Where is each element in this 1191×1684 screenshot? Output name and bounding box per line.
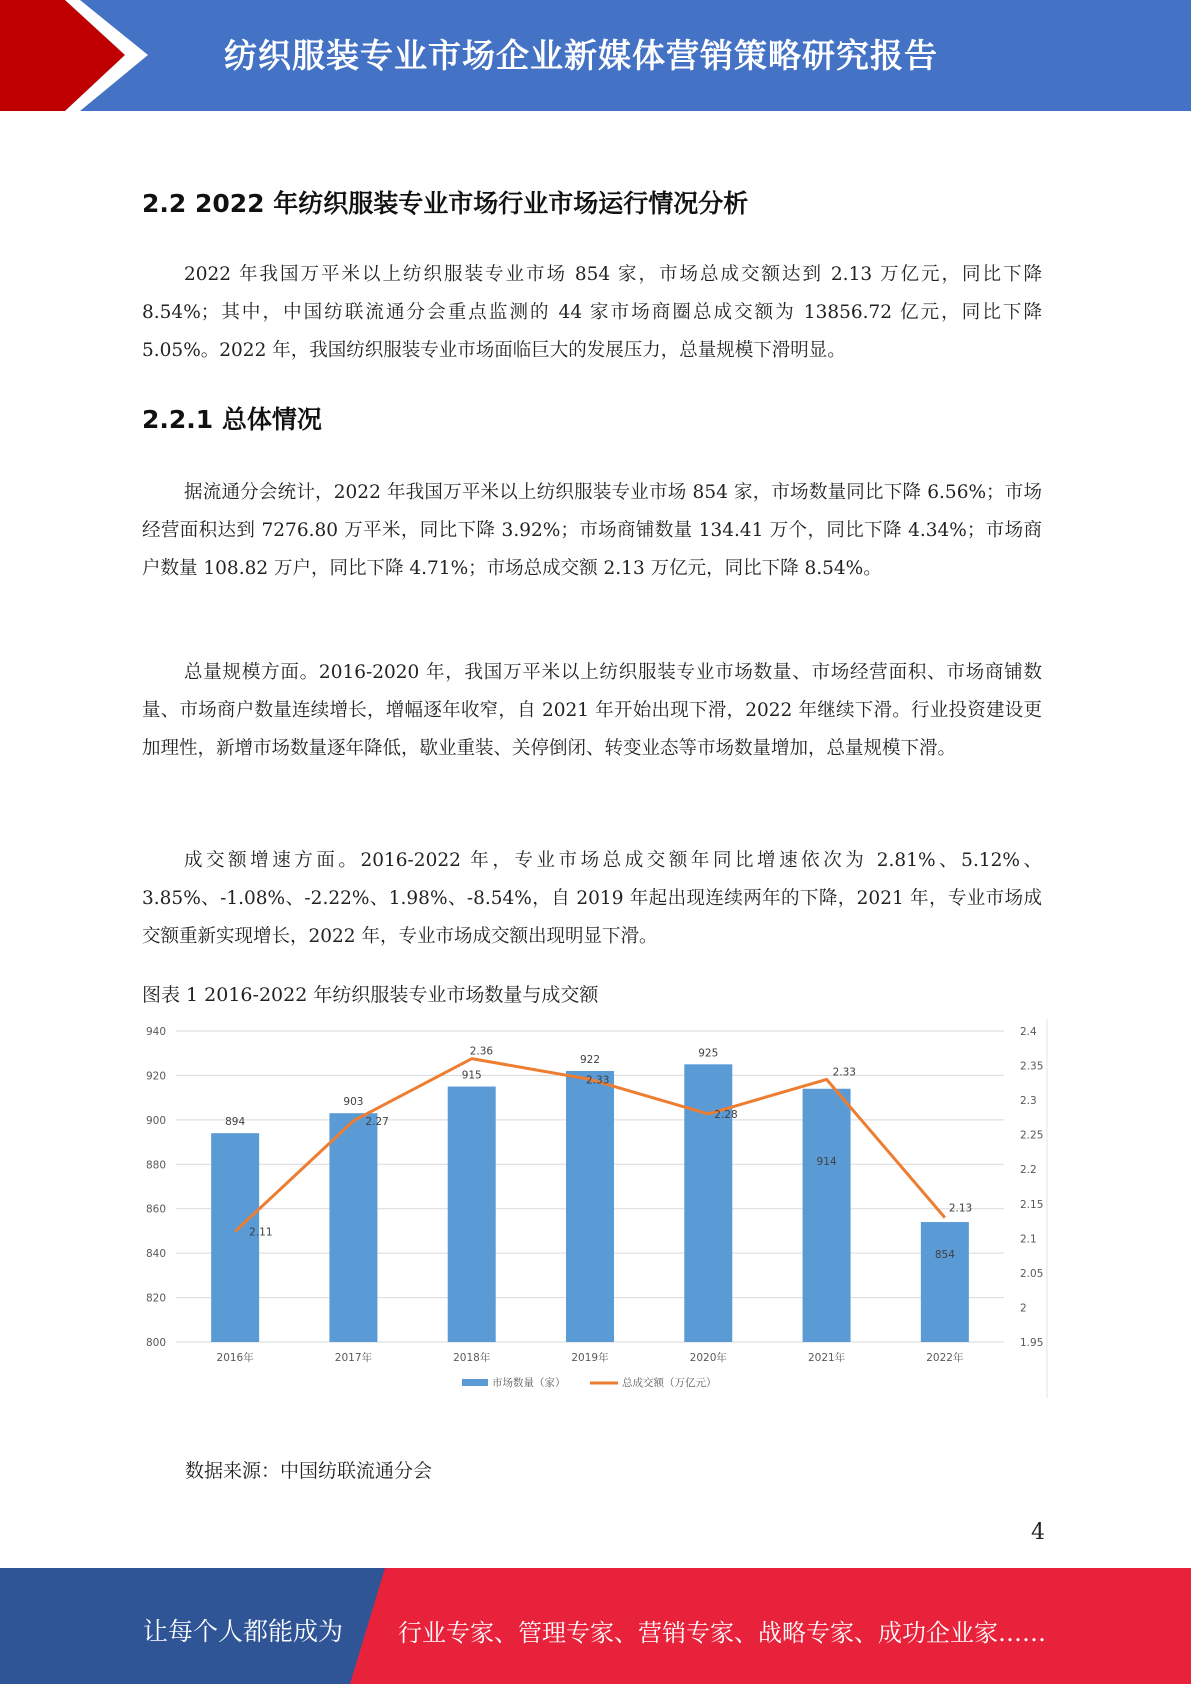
bar-data-label: 894 — [225, 1116, 246, 1129]
bar — [566, 1071, 614, 1342]
legend-label-bars: 市场数量（家） — [492, 1377, 566, 1389]
bar — [329, 1113, 377, 1342]
x-axis-tick: 2021年 — [807, 1352, 846, 1364]
bar-data-label: 903 — [343, 1096, 364, 1109]
line-data-label: 2.11 — [249, 1226, 273, 1239]
line-data-label: 2.33 — [586, 1074, 610, 1087]
line-data-label: 2.36 — [469, 1045, 494, 1058]
right-axis-tick: 2.35 — [1020, 1060, 1044, 1073]
line-data-label: 2.28 — [714, 1108, 738, 1121]
legend-swatch-bars — [462, 1379, 488, 1386]
report-title: 纺织服装专业市场企业新媒体营销策略研究报告 — [224, 36, 938, 75]
left-axis-tick: 840 — [145, 1248, 166, 1261]
footer-roles: 行业专家、管理专家、营销专家、战略专家、成功企业家…… — [398, 1619, 1046, 1647]
line-data-label: 2.13 — [948, 1202, 973, 1215]
x-axis-tick: 2019年 — [571, 1352, 609, 1364]
x-axis-tick: 2018年 — [453, 1352, 491, 1364]
line-data-label: 2.27 — [365, 1115, 389, 1128]
right-axis-tick: 2.15 — [1020, 1198, 1044, 1211]
bar-data-label: 922 — [579, 1053, 601, 1066]
left-axis-tick: 920 — [145, 1070, 166, 1083]
growth-paragraph: 成交额增速方面。2016-2022 年，专业市场总成交额年同比增速依次为 2.81%、5.12%、3.85%、-1.08%、-2.22%、1.98%、-8.54%，自 2019 年起出现连续两年的下降，2021 年，专业市场成交额重新实现增长，2022 年，专业市场成交额出现明显下滑。 — [142, 850, 1042, 947]
left-axis-tick: 900 — [145, 1114, 166, 1127]
x-axis-tick: 2020年 — [689, 1352, 727, 1364]
right-axis-tick: 2.4 — [1020, 1026, 1037, 1038]
left-axis-tick: 860 — [145, 1203, 166, 1216]
x-axis-tick: 2022年 — [926, 1352, 964, 1364]
left-axis-tick: 880 — [145, 1159, 166, 1172]
bar-data-label: 914 — [816, 1155, 837, 1168]
market-chart — [142, 1015, 1048, 1400]
figure-caption: 图表 1 2016-2022 年纺织服装专业市场数量与成交额 — [142, 984, 599, 1006]
line-data-label: 2.33 — [832, 1066, 856, 1079]
intro-paragraph: 2022 年我国万平米以上纺织服装专业市场 854 家，市场总成交额达到 2.13 万亿元，同比下降 8.54%；其中，中国纺联流通分会重点监测的 44 家市场商圈总成交额为 13856.72 亿元，同比下降 5.05%。2022 年，我国纺织服装专业市场面临巨大的发展压力，总量规模下滑明显。 — [142, 264, 1042, 361]
x-axis-tick: 2016年 — [216, 1352, 254, 1364]
footer-slogan: 让每个人都能成为 — [143, 1617, 344, 1646]
overview-paragraph: 据流通分会统计，2022 年我国万平米以上纺织服装专业市场 854 家，市场数量同比下降 6.56%；市场经营面积达到 7276.80 万平米，同比下降 3.92%；市场商铺数量 134.41 万个，同比下降 4.34%；市场商户数量 108.82 万户，同比下降 4.71%；市场总成交额 2.13 万亿元，同比下降 8.54%。 — [142, 482, 1042, 579]
data-source: 数据来源：中国纺联流通分会 — [185, 1460, 433, 1482]
legend-label-line: 总成交额（万亿元） — [622, 1377, 717, 1389]
right-axis-tick: 1.95 — [1020, 1337, 1044, 1349]
left-axis-tick: 820 — [145, 1292, 166, 1305]
right-axis-tick: 2.3 — [1020, 1095, 1037, 1108]
right-axis-tick: 2 — [1020, 1302, 1027, 1315]
page-header — [0, 0, 1191, 111]
right-axis-tick: 2.05 — [1020, 1267, 1044, 1280]
scale-paragraph: 总量规模方面。2016-2020 年，我国万平米以上纺织服装专业市场数量、市场经营面积、市场商铺数量、市场商户数量连续增长，增幅逐年收窄，自 2021 年开始出现下滑，2022 年继续下滑。行业投资建设更加理性，新增市场数量逐年降低，歇业重装、关停倒闭、转变业态等市场数量增加，总量规模下滑。 — [142, 662, 1042, 759]
bar-data-label: 915 — [461, 1069, 482, 1082]
bar — [684, 1064, 732, 1342]
bar — [448, 1087, 496, 1342]
x-axis-tick: 2017年 — [334, 1352, 373, 1364]
subsection-heading: 2.2.1 总体情况 — [142, 405, 322, 434]
right-axis-tick: 2.1 — [1020, 1233, 1037, 1246]
bar — [921, 1222, 969, 1342]
right-axis-tick: 2.25 — [1020, 1129, 1044, 1142]
page-number: 4 — [1031, 1520, 1045, 1545]
bar — [803, 1089, 851, 1342]
right-axis-tick: 2.2 — [1020, 1164, 1037, 1177]
left-axis-tick: 940 — [145, 1026, 166, 1038]
page-footer — [0, 1568, 1191, 1684]
bar-data-label: 854 — [934, 1249, 955, 1262]
left-axis-tick: 800 — [145, 1337, 166, 1349]
bar-data-label: 925 — [698, 1047, 719, 1060]
section-heading: 2.2 2022 年纺织服装专业市场行业市场运行情况分析 — [142, 189, 749, 218]
